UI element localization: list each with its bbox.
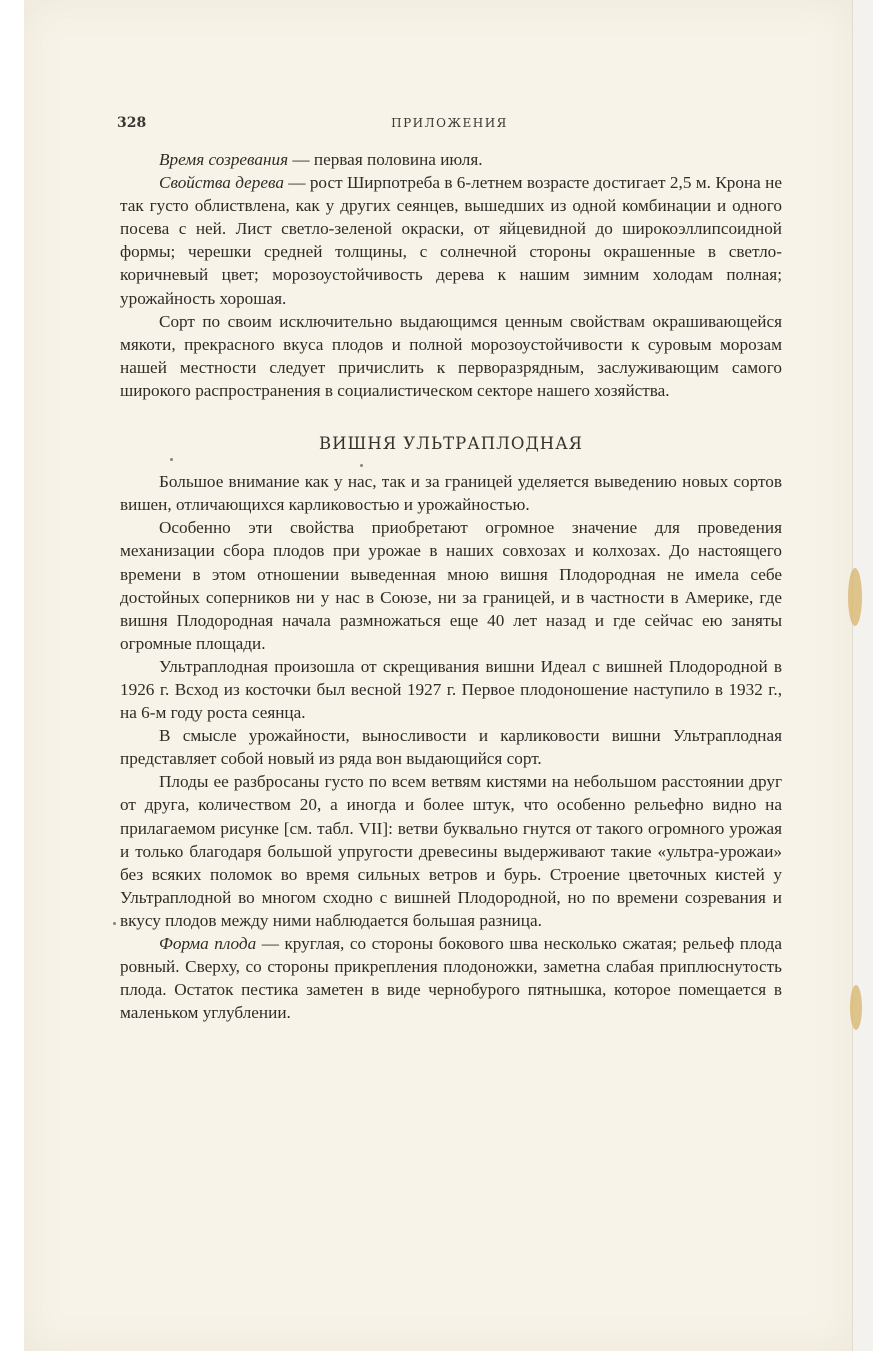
paragraph-label: Форма плода bbox=[159, 934, 257, 953]
paragraph bbox=[120, 148, 782, 171]
paragraph-text: Сорт по своим исключительно выдающимся ценным свойствам окрашивающейся мякоти, прекрасного вкуса плодов и полной морозоустойчивости к суровым морозам нашей местности следует причислить к перворазрядным, заслуживающим самого широкого распространения в социалистическом секторе нашего хозяйства. bbox=[120, 311, 782, 400]
running-title: ПРИЛОЖЕНИЯ bbox=[391, 116, 508, 130]
paragraph-text: — первая половина июля. bbox=[288, 150, 483, 169]
paragraph bbox=[120, 655, 782, 724]
paragraph bbox=[120, 171, 782, 310]
page-stain bbox=[848, 568, 862, 626]
paragraph bbox=[120, 516, 782, 655]
paragraph-text: — рост Ширпотреба в 6-летнем возрасте достигает 2,5 м. Крона не так густо облиствлена, как у других сеянцев, вышедших из одной комбинации и одного посева с ней. Лист светло-зеленой окраски, от яйцевидной до широкоэллипсоидной формы; черешки средней толщины, с солнечной стороны окрашенные в светло-коричневый цвет; морозоустойчивость дерева к нашим зимним холодам полная; урожайность хорошая. bbox=[120, 173, 782, 308]
page-stain bbox=[850, 985, 862, 1030]
page-number: 328 bbox=[117, 115, 147, 131]
paragraph bbox=[120, 932, 782, 1024]
page-body bbox=[120, 148, 782, 1024]
paragraph bbox=[120, 310, 782, 402]
section-title: ВИШНЯ УЛЬТРАПЛОДНАЯ bbox=[318, 434, 584, 454]
paragraph bbox=[120, 470, 782, 516]
paragraph-text: Ультраплодная произошла от скрещивания вишни Идеал с вишней Плодородной в 1926 г. Всход из косточки был весной 1927 г. Первое плодоношение наступило в 1932 г., на 6-м году роста сеянца. bbox=[120, 656, 782, 723]
scan-margin bbox=[852, 0, 873, 1351]
paragraph-label: Время созревания bbox=[159, 150, 289, 169]
paragraph bbox=[120, 770, 782, 932]
paragraph-text: — круглая, со стороны бокового шва несколько сжатая; рельеф плода ровный. Сверху, со стороны прикрепления плодоножки, заметна слабая приплюснутость плода. Остаток пестика заметен в виде чернобурого пятнышка, которое помещается в маленьком углублении. bbox=[120, 934, 782, 1023]
page-header bbox=[117, 115, 782, 135]
paragraph bbox=[120, 724, 782, 770]
paragraph-text: Особенно эти свойства приобретают огромное значение для проведения механизации сбора плодов при урожае в наших совхозах и колхозах. До настоящего времени в этом отношении выведенная мною вишня Плодородная не имела себе достойных соперников ни у нас в Союзе, ни за границей, и в частности в Америке, где вишня Плодородная начала размножаться еще 40 лет назад и где сейчас ею заняты огромные площади. bbox=[120, 518, 782, 653]
paragraph-text: Плоды ее разбросаны густо по всем ветвям кистями на небольшом расстоянии друг от друга, количеством 20, а иногда и более штук, что особенно рельефно видно на прилагаемом рисунке [см. табл. VII]: ветви буквально гнутся от такого огромного урожая и только благодаря большой упругости древесины выдерживают такие «ультра-урожаи» без всяких поломок во время сильных ветров и бурь. Строение цветочных кистей у Ультраплодной во многом сходно с вишней Плодородной, но по времени созревания и вкусу плодов между ними наблюдается большая разница. bbox=[120, 772, 782, 930]
paragraph-text: В смысле урожайности, выносливости и карликовости вишни Ультраплодная представляет собой новый из ряда вон выдающийся сорт. bbox=[120, 726, 782, 769]
paragraph-label: Свойства дерева bbox=[159, 173, 284, 193]
paragraph-text: Большое внимание как у нас, так и за границей уделяется выведению новых сортов вишен, отличающихся карликовостью и урожайностью. bbox=[120, 472, 782, 515]
page-speck bbox=[113, 922, 116, 925]
